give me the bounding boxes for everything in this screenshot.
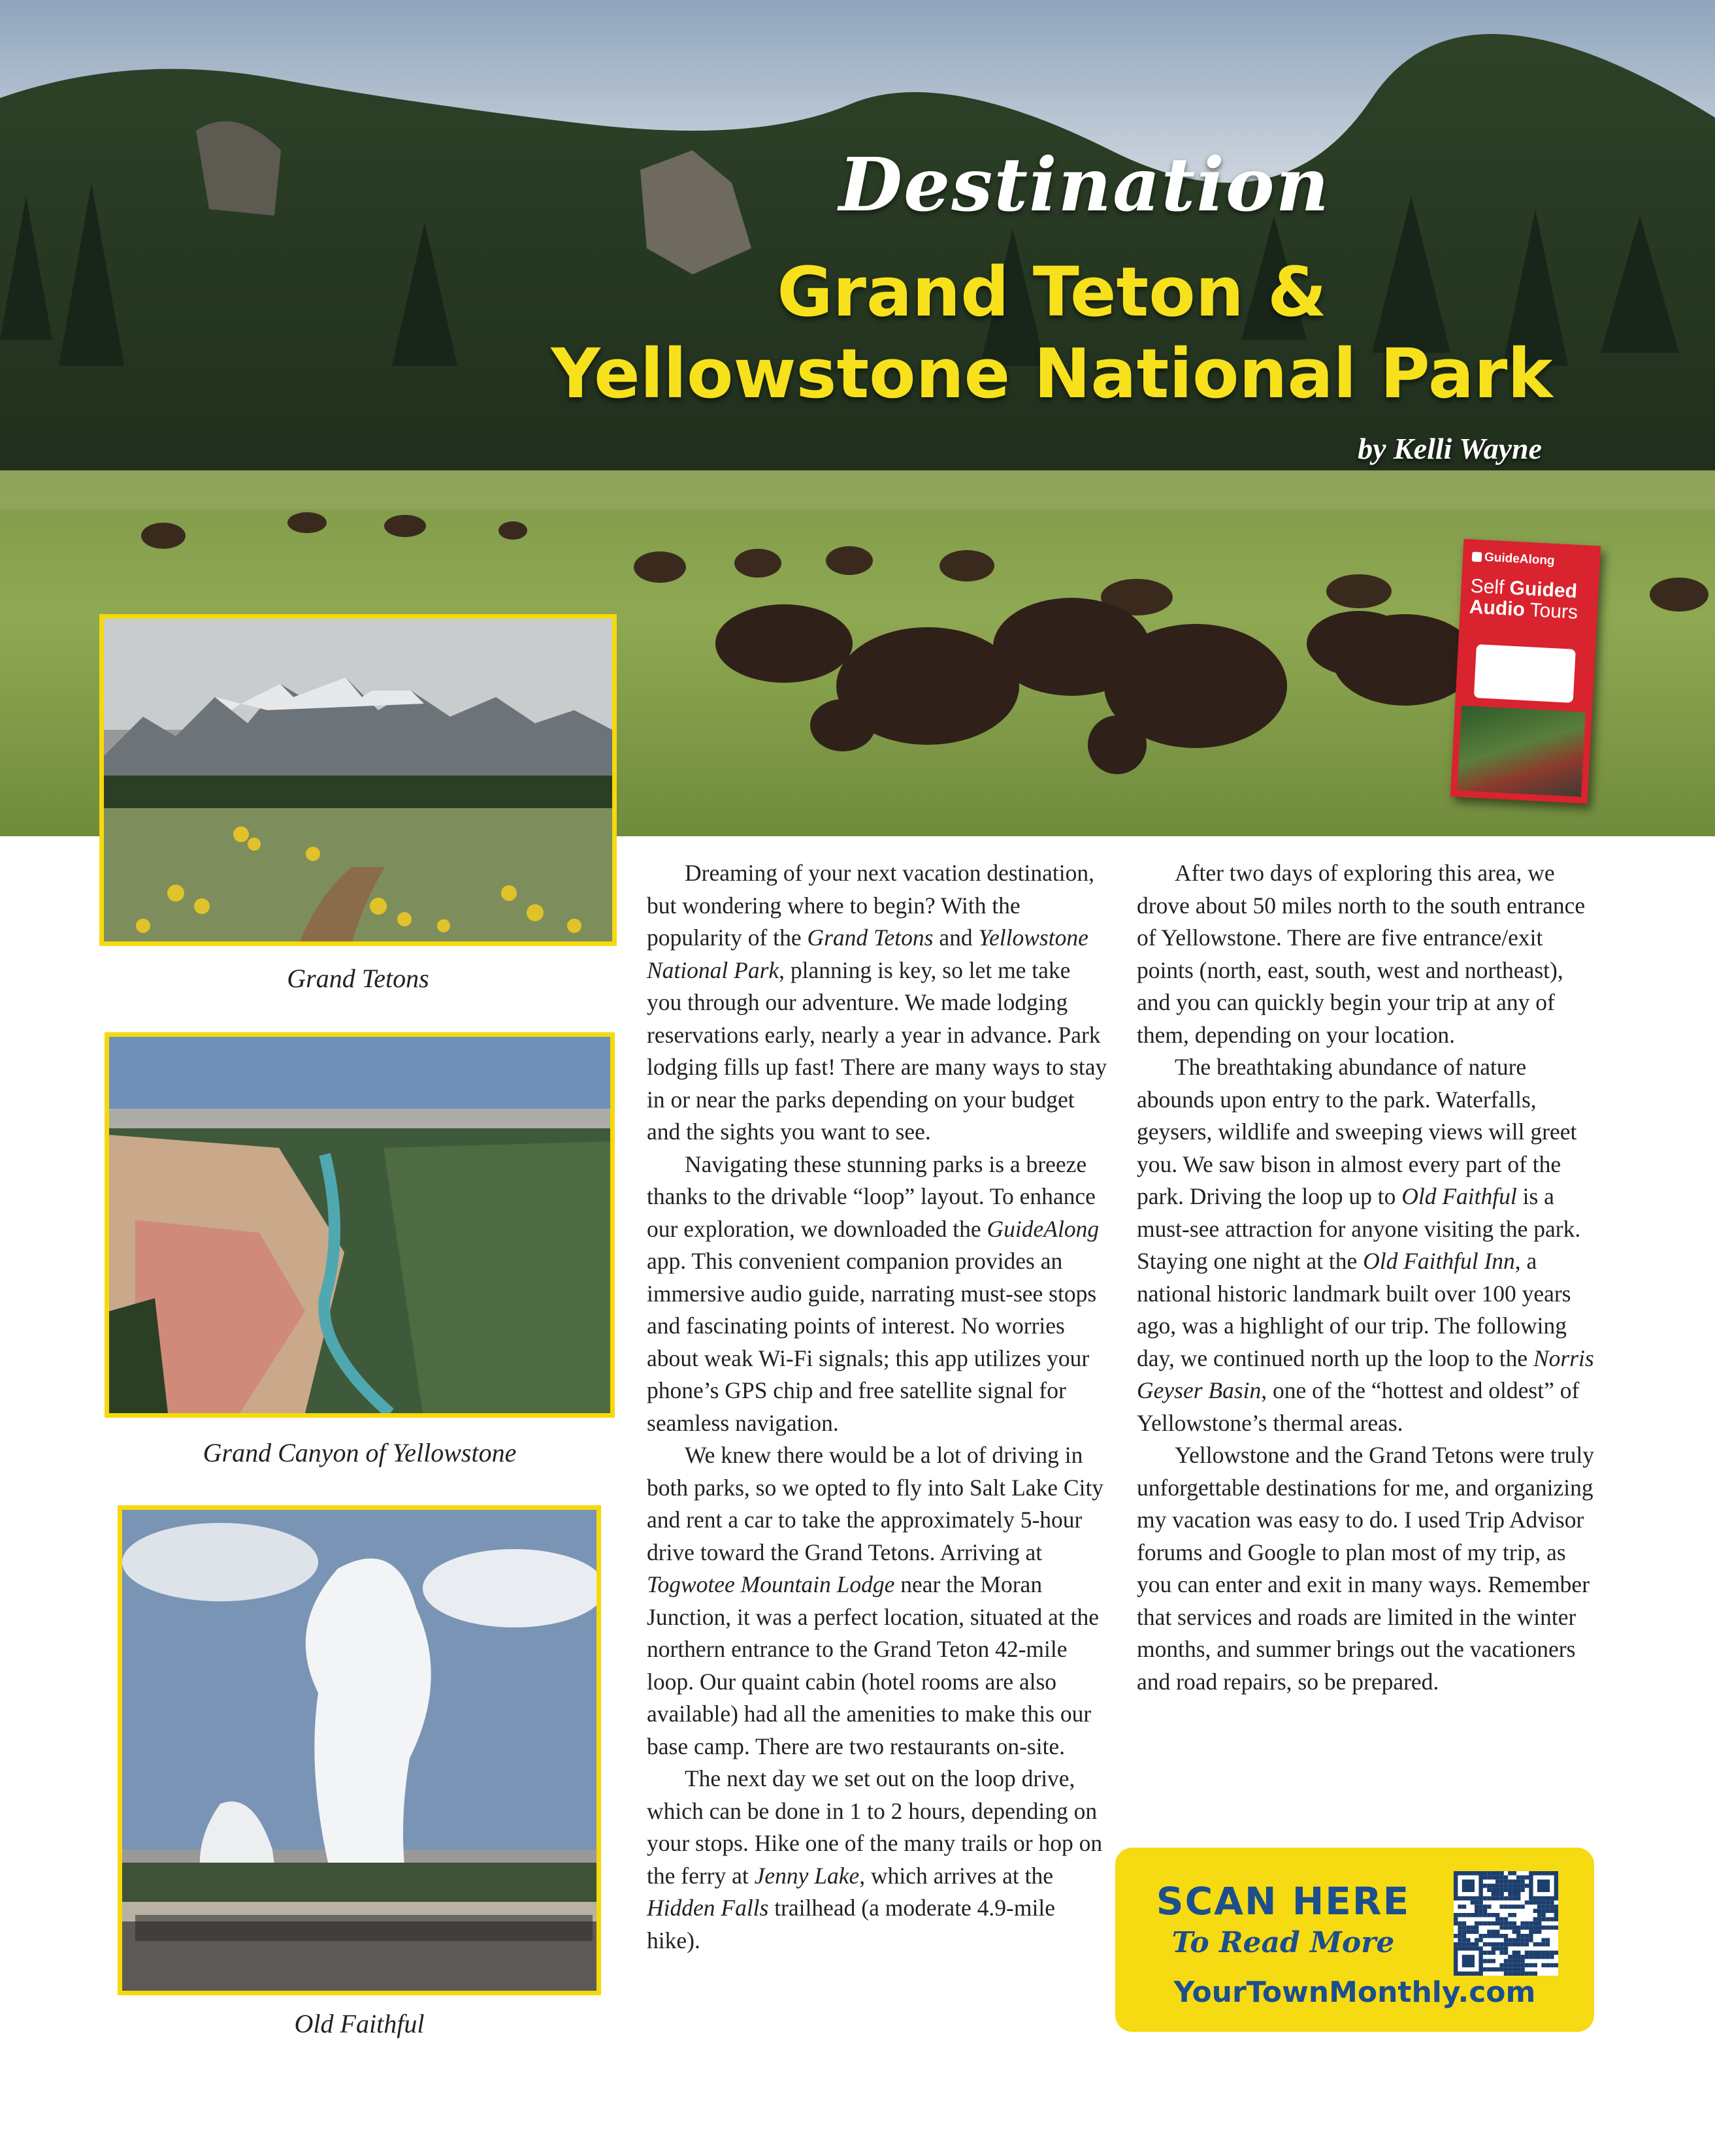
scan-here-label: SCAN HERE bbox=[1156, 1879, 1411, 1923]
caption-grand-canyon: Grand Canyon of Yellowstone bbox=[203, 1438, 517, 1467]
body-text: is a must-see attraction for anyone visiting the park. Staying one night at the bbox=[1137, 1183, 1581, 1274]
canyon-illustration bbox=[109, 1037, 610, 1413]
brochure-title: Self Guided Audio Tours bbox=[1469, 575, 1578, 624]
article-paragraph bbox=[647, 1439, 1107, 1763]
italic-text: GuideAlong bbox=[987, 1215, 1100, 1242]
body-text: Navigating these stunning parks is a breeze thanks to the drivable “loop” layout. To enhance our exploration, we downloaded the bbox=[647, 1151, 1096, 1242]
body-text: The next day we set out on the loop drive, which can be done in 1 to 2 hours, depending on your stops. Hike one of the many trails or hop on the ferry at bbox=[647, 1765, 1103, 1889]
body-text: , one of the “hottest and oldest” of Yellowstone’s thermal areas. bbox=[1137, 1377, 1580, 1436]
italic-text: Norris Geyser Basin bbox=[1137, 1345, 1594, 1403]
read-more-label: To Read More bbox=[1171, 1926, 1395, 1959]
italic-text: Grand Tetons bbox=[807, 924, 934, 951]
author-byline: by Kelli Wayne bbox=[1358, 432, 1542, 465]
caption-old-faithful: Old Faithful bbox=[294, 2009, 425, 2038]
italic-text: Hidden Falls bbox=[647, 1895, 769, 1921]
body-text: , a national historic landmark built over 100 years ago, was a highlight of our trip. The following day, we continued north up the loop to the bbox=[1137, 1248, 1571, 1371]
guidealong-brochure bbox=[1450, 539, 1601, 804]
body-text: near the Moran Junction, it was a perfect location, situated at the northern entrance to the Grand Teton 42-mile loop. Our quaint cabin (hotel rooms are also available) had all the amenities to make this our base camp. There are two restaurants on-site. bbox=[647, 1571, 1100, 1759]
article-paragraph bbox=[1137, 1051, 1602, 1439]
caption-grand-tetons: Grand Tetons bbox=[287, 964, 429, 993]
photo-grand-tetons bbox=[99, 614, 617, 946]
italic-text: Jenny Lake bbox=[754, 1862, 860, 1889]
scan-here-box bbox=[1115, 1848, 1594, 2032]
guidealong-logo-icon bbox=[1472, 551, 1482, 562]
brochure-phone-card bbox=[1474, 644, 1576, 703]
title-line-1: Grand Teton & bbox=[777, 252, 1327, 332]
article-paragraph bbox=[1137, 857, 1602, 1051]
article-title bbox=[457, 252, 1646, 415]
body-text: trailhead (a moderate 4.9-mile hike). bbox=[647, 1895, 1055, 1953]
body-text: app. This convenient companion provides an immersive audio guide, narrating must-see stops and fascinating points of interest. No worries about weak Wi-Fi signals; this app utilizes your phone’s GPS chip and free satellite signal for seamless navigation. bbox=[647, 1248, 1097, 1436]
article-column-1 bbox=[647, 857, 1107, 1957]
italic-text: Old Faithful bbox=[1401, 1183, 1517, 1209]
body-text: , planning is key, so let me take you through our adventure. We made lodging reservations early, nearly a year in advance. Park lodging fills up fast! There are many ways to stay in or near the parks depending on your budget and the sights you want to see. bbox=[647, 956, 1107, 1145]
article-column-2 bbox=[1137, 857, 1602, 1698]
article-paragraph bbox=[647, 857, 1107, 1149]
brochure-brand: GuideAlong bbox=[1471, 549, 1555, 568]
article-paragraph bbox=[1137, 1439, 1602, 1698]
body-text: and bbox=[933, 924, 979, 951]
grand-tetons-illustration bbox=[104, 619, 612, 941]
article-paragraph bbox=[647, 1149, 1107, 1440]
body-text: , which arrives at the bbox=[859, 1862, 1053, 1889]
body-text: Yellowstone and the Grand Tetons were truly unforgettable destinations for me, and organizing my vacation was easy to do. I used Trip Advisor forums and Google to plan most of my trip, as you can enter and exit in many ways. Remember that services and roads are limited in the winter months, and summer brings out the vacationers and road repairs, so be prepared. bbox=[1137, 1442, 1594, 1695]
body-text: We knew there would be a lot of driving in both parks, so we opted to fly into Salt Lake City and rent a car to take the approximately 5-hour drive toward the Grand Tetons. Arriving at bbox=[647, 1442, 1104, 1565]
italic-text: Old Faithful Inn bbox=[1363, 1248, 1515, 1274]
website-url[interactable]: YourTownMonthly.com bbox=[1173, 1976, 1536, 2009]
body-text: The breathtaking abundance of nature abounds upon entry to the park. Waterfalls, geysers, wildlife and sweeping views will greet you. We saw bison in almost every part of the park. Driving the loop up to bbox=[1137, 1054, 1577, 1209]
body-text: Dreaming of your next vacation destination, but wondering where to begin? With the popularity of the bbox=[647, 860, 1094, 951]
body-text: After two days of exploring this area, we drove about 50 miles north to the south entrance of Yellowstone. There are five entrance/exit points (north, east, south, west and northeast), and you can quickly begin your trip at any of them, depending on your location. bbox=[1137, 860, 1586, 1048]
italic-text: Togwotee Mountain Lodge bbox=[647, 1571, 895, 1597]
brochure-photo bbox=[1457, 706, 1586, 797]
title-line-2: Yellowstone National Park bbox=[551, 334, 1553, 414]
italic-text: Yellowstone National Park bbox=[647, 924, 1088, 983]
kicker-destination: Destination bbox=[838, 142, 1331, 228]
photo-grand-canyon-yellowstone bbox=[105, 1032, 615, 1418]
photo-old-faithful bbox=[118, 1505, 601, 1995]
qr-code-icon[interactable] bbox=[1454, 1871, 1558, 1976]
old-faithful-illustration bbox=[122, 1510, 596, 1991]
article-paragraph bbox=[647, 1763, 1107, 1957]
